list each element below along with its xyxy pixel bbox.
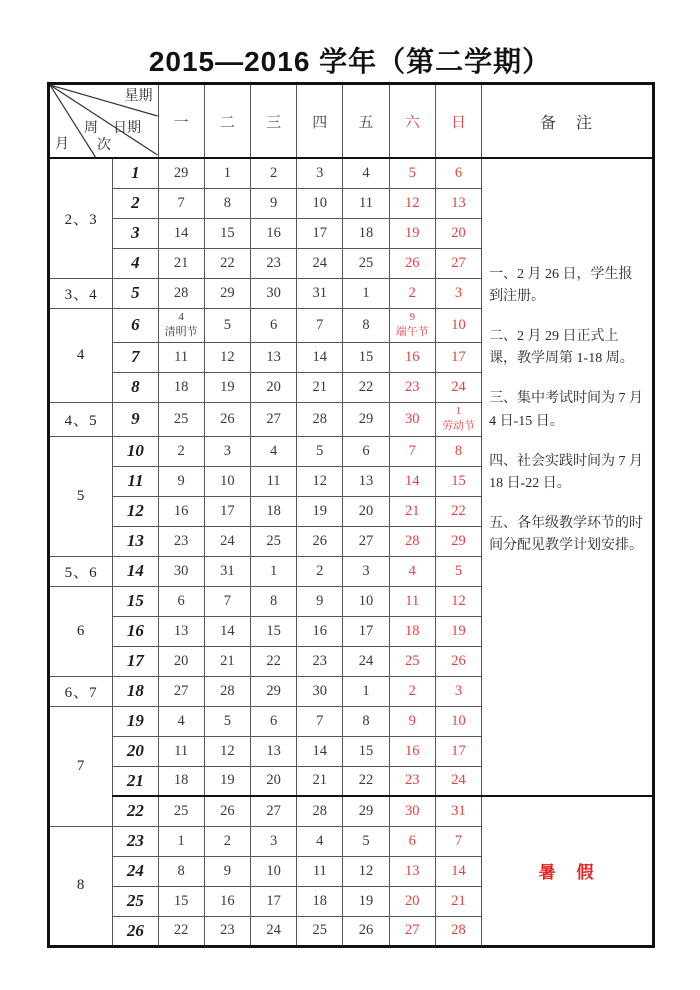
- week-number-cell: 26: [113, 916, 158, 946]
- date-cell: 24: [343, 646, 389, 676]
- week-number-cell: 3: [113, 218, 158, 248]
- date-cell: 30: [250, 278, 296, 308]
- date-cell: 7: [204, 586, 250, 616]
- remark-note-4: 四、社会实践时间为 7 月 18 日-22 日。: [489, 453, 644, 491]
- date-cell: 24: [435, 372, 481, 402]
- date-cell: 1: [250, 556, 296, 586]
- date-cell: 24: [297, 248, 343, 278]
- date-cell: 2: [250, 158, 296, 188]
- date-cell: 12: [204, 736, 250, 766]
- date-cell: 22: [158, 916, 204, 946]
- date-cell-holiday: [435, 402, 481, 436]
- date-cell: 11: [158, 736, 204, 766]
- date-cell: 16: [297, 616, 343, 646]
- date-cell: 22: [343, 372, 389, 402]
- date-cell: 4: [158, 706, 204, 736]
- remarks-header: 备 注: [482, 84, 654, 159]
- date-cell: 19: [297, 496, 343, 526]
- date-cell: 15: [158, 886, 204, 916]
- date-cell: 25: [389, 646, 435, 676]
- date-cell: 8: [343, 706, 389, 736]
- date-cell: 14: [389, 466, 435, 496]
- date-cell: 30: [158, 556, 204, 586]
- remark-note-5: 五、各年级教学环节的时间分配见教学计划安排。: [489, 515, 644, 553]
- date-cell: 13: [435, 188, 481, 218]
- week-number-cell: 13: [113, 526, 158, 556]
- date-cell: 27: [389, 916, 435, 946]
- week-number-cell: 10: [113, 436, 158, 466]
- remarks-notes-cell: [482, 158, 654, 796]
- date-cell: 6: [250, 706, 296, 736]
- date-cell: 25: [297, 916, 343, 946]
- date-cell: 15: [343, 736, 389, 766]
- date-cell: 13: [158, 616, 204, 646]
- date-cell: 21: [297, 766, 343, 796]
- date-cell: 3: [297, 158, 343, 188]
- remark-note-1: 一、2 月 26 日，学生报到注册。: [489, 267, 633, 305]
- date-cell: 17: [435, 342, 481, 372]
- date-cell-holiday: [389, 308, 435, 342]
- date-cell: 21: [297, 372, 343, 402]
- week-number-cell: 5: [113, 278, 158, 308]
- date-cell: 24: [435, 766, 481, 796]
- date-cell: 25: [158, 796, 204, 826]
- week-number-cell: 22: [113, 796, 158, 826]
- date-cell: 5: [389, 158, 435, 188]
- date-cell: 26: [343, 916, 389, 946]
- month-cell: 4、5: [49, 402, 113, 436]
- day-header-7: 日: [435, 84, 481, 159]
- week-number-cell: 19: [113, 706, 158, 736]
- date-cell: 3: [250, 826, 296, 856]
- date-cell: 26: [204, 796, 250, 826]
- remark-note-3: 三、集中考试时间为 7 月 4 日-15 日。: [489, 391, 644, 429]
- week-number-cell: 15: [113, 586, 158, 616]
- summer-vacation-cell: 暑 假: [482, 796, 654, 946]
- date-cell: 17: [297, 218, 343, 248]
- holiday-name-label: 劳动节: [441, 420, 475, 432]
- date-cell: 21: [158, 248, 204, 278]
- date-cell: 8: [158, 856, 204, 886]
- week-number-cell: 14: [113, 556, 158, 586]
- date-cell: 4: [250, 436, 296, 466]
- month-cell: 4: [49, 308, 113, 402]
- week-number-cell: 20: [113, 736, 158, 766]
- date-cell: 6: [389, 826, 435, 856]
- date-cell: 18: [343, 218, 389, 248]
- corner-label-order: 次: [97, 138, 111, 153]
- date-cell: 18: [297, 886, 343, 916]
- date-cell: 31: [435, 796, 481, 826]
- date-cell: 20: [435, 218, 481, 248]
- date-cell: 14: [158, 218, 204, 248]
- date-cell: 4: [389, 556, 435, 586]
- week-number-cell: 25: [113, 886, 158, 916]
- date-cell: 14: [204, 616, 250, 646]
- date-cell: 10: [343, 586, 389, 616]
- day-header-1: 一: [158, 84, 204, 159]
- date-cell: 13: [250, 736, 296, 766]
- date-cell: 3: [343, 556, 389, 586]
- date-cell: 2: [389, 676, 435, 706]
- date-cell: 10: [435, 706, 481, 736]
- date-cell: 15: [343, 342, 389, 372]
- month-cell: 5: [49, 436, 113, 556]
- month-cell: 6、7: [49, 676, 113, 706]
- date-cell: 25: [343, 248, 389, 278]
- week-number-cell: 18: [113, 676, 158, 706]
- date-cell: 23: [250, 248, 296, 278]
- date-cell: 5: [297, 436, 343, 466]
- week-number-cell: 6: [113, 308, 158, 342]
- date-cell: 4: [343, 158, 389, 188]
- date-cell: 23: [389, 372, 435, 402]
- date-cell: 17: [435, 736, 481, 766]
- date-cell: 1: [204, 158, 250, 188]
- date-cell: 15: [435, 466, 481, 496]
- date-cell: 10: [250, 856, 296, 886]
- date-cell: 6: [343, 436, 389, 466]
- day-header-2: 二: [204, 84, 250, 159]
- date-cell: 10: [435, 308, 481, 342]
- week-number-cell: 2: [113, 188, 158, 218]
- date-cell: 15: [204, 218, 250, 248]
- date-cell: 7: [435, 826, 481, 856]
- week-number-cell: 4: [113, 248, 158, 278]
- date-cell: 7: [158, 188, 204, 218]
- week-row-1: [49, 158, 654, 188]
- week-number-cell: 24: [113, 856, 158, 886]
- day-header-4: 四: [297, 84, 343, 159]
- academic-calendar-table: [47, 82, 655, 948]
- holiday-name-label: 清明节: [164, 326, 198, 338]
- date-cell: 22: [204, 248, 250, 278]
- corner-label-week: 周: [84, 121, 98, 136]
- date-cell: 14: [297, 736, 343, 766]
- date-cell: 17: [204, 496, 250, 526]
- date-cell: 22: [250, 646, 296, 676]
- week-number-cell: 8: [113, 372, 158, 402]
- date-cell: 7: [389, 436, 435, 466]
- date-cell: 27: [250, 402, 296, 436]
- date-cell: 5: [435, 556, 481, 586]
- date-cell: 28: [297, 402, 343, 436]
- corner-label-date: 日期: [113, 121, 141, 136]
- week-number-cell: 12: [113, 496, 158, 526]
- week-number-cell: 1: [113, 158, 158, 188]
- date-cell: 10: [297, 188, 343, 218]
- date-cell-holiday: [158, 308, 204, 342]
- date-cell: 29: [435, 526, 481, 556]
- date-cell: 29: [158, 158, 204, 188]
- date-cell: 24: [204, 526, 250, 556]
- date-cell: 23: [297, 646, 343, 676]
- date-cell: 16: [250, 218, 296, 248]
- date-cell: 23: [389, 766, 435, 796]
- date-cell: 20: [389, 886, 435, 916]
- date-cell: 4: [297, 826, 343, 856]
- date-cell: 30: [389, 796, 435, 826]
- date-cell: 26: [389, 248, 435, 278]
- date-cell: 7: [297, 308, 343, 342]
- week-number-cell: 17: [113, 646, 158, 676]
- date-cell: 3: [435, 676, 481, 706]
- date-cell: 21: [435, 886, 481, 916]
- date-cell: 1: [343, 676, 389, 706]
- date-cell: 5: [204, 308, 250, 342]
- date-cell: 22: [343, 766, 389, 796]
- holiday-date-number: 4: [178, 311, 184, 324]
- date-cell: 5: [343, 826, 389, 856]
- week-row-22: [49, 796, 654, 826]
- holiday-date-number: 9: [409, 311, 415, 324]
- date-cell: 25: [158, 402, 204, 436]
- date-cell: 25: [250, 526, 296, 556]
- date-cell: 14: [435, 856, 481, 886]
- month-cell: 7: [49, 706, 113, 826]
- date-cell: 28: [389, 526, 435, 556]
- date-cell: 2: [297, 556, 343, 586]
- date-cell: 5: [204, 706, 250, 736]
- date-cell: 21: [204, 646, 250, 676]
- date-cell: 19: [204, 372, 250, 402]
- date-cell: 12: [343, 856, 389, 886]
- corner-label-weekday: 星期: [124, 89, 153, 104]
- date-cell: 23: [158, 526, 204, 556]
- date-cell: 19: [343, 886, 389, 916]
- date-cell: 2: [389, 278, 435, 308]
- date-cell: 18: [158, 766, 204, 796]
- date-cell: 21: [389, 496, 435, 526]
- header-row: [49, 84, 654, 159]
- corner-header-cell: [49, 84, 159, 159]
- week-number-cell: 9: [113, 402, 158, 436]
- week-number-cell: 21: [113, 766, 158, 796]
- page-title: 2015—2016 学年（第二学期）: [148, 46, 552, 77]
- date-cell: 18: [389, 616, 435, 646]
- date-cell: 12: [297, 466, 343, 496]
- date-cell: 22: [435, 496, 481, 526]
- date-cell: 27: [158, 676, 204, 706]
- holiday-date-number: 1: [455, 405, 462, 418]
- date-cell: 16: [158, 496, 204, 526]
- date-cell: 27: [435, 248, 481, 278]
- date-cell: 29: [204, 278, 250, 308]
- date-cell: 3: [435, 278, 481, 308]
- date-cell: 28: [204, 676, 250, 706]
- date-cell: 9: [297, 586, 343, 616]
- date-cell: 27: [250, 796, 296, 826]
- date-cell: 12: [204, 342, 250, 372]
- date-cell: 23: [204, 916, 250, 946]
- date-cell: 12: [435, 586, 481, 616]
- date-cell: 2: [158, 436, 204, 466]
- date-cell: 3: [204, 436, 250, 466]
- week-number-cell: 7: [113, 342, 158, 372]
- date-cell: 8: [204, 188, 250, 218]
- date-cell: 9: [250, 188, 296, 218]
- date-cell: 16: [389, 342, 435, 372]
- holiday-name-label: 端午节: [395, 326, 429, 338]
- date-cell: 19: [389, 218, 435, 248]
- date-cell: 1: [158, 826, 204, 856]
- day-header-5: 五: [343, 84, 389, 159]
- date-cell: 12: [389, 188, 435, 218]
- date-cell: 29: [250, 676, 296, 706]
- date-cell: 8: [343, 308, 389, 342]
- date-cell: 11: [158, 342, 204, 372]
- month-cell: 8: [49, 826, 113, 946]
- date-cell: 15: [250, 616, 296, 646]
- week-number-cell: 11: [113, 466, 158, 496]
- date-cell: 11: [343, 188, 389, 218]
- date-cell: 20: [343, 496, 389, 526]
- date-cell: 26: [297, 526, 343, 556]
- date-cell: 20: [250, 766, 296, 796]
- month-cell: 6: [49, 586, 113, 676]
- date-cell: 16: [389, 736, 435, 766]
- date-cell: 31: [204, 556, 250, 586]
- date-cell: 28: [297, 796, 343, 826]
- date-cell: 26: [435, 646, 481, 676]
- date-cell: 11: [250, 466, 296, 496]
- date-cell: 30: [297, 676, 343, 706]
- day-header-3: 三: [250, 84, 296, 159]
- corner-label-month: 月: [55, 137, 69, 152]
- date-cell: 18: [250, 496, 296, 526]
- date-cell: 14: [297, 342, 343, 372]
- week-number-cell: 16: [113, 616, 158, 646]
- date-cell: 13: [250, 342, 296, 372]
- date-cell: 19: [435, 616, 481, 646]
- date-cell: 27: [343, 526, 389, 556]
- remark-note-2: 二、2 月 29 日正式上课，教学周第 1-18 周。: [489, 329, 634, 367]
- date-cell: 13: [343, 466, 389, 496]
- date-cell: 30: [389, 402, 435, 436]
- date-cell: 9: [158, 466, 204, 496]
- date-cell: 6: [158, 586, 204, 616]
- date-cell: 20: [158, 646, 204, 676]
- date-cell: 31: [297, 278, 343, 308]
- date-cell: 18: [158, 372, 204, 402]
- date-cell: 28: [158, 278, 204, 308]
- day-header-6: 六: [389, 84, 435, 159]
- week-number-cell: 23: [113, 826, 158, 856]
- month-cell: 3、4: [49, 278, 113, 308]
- date-cell: 13: [389, 856, 435, 886]
- date-cell: 24: [250, 916, 296, 946]
- date-cell: 10: [204, 466, 250, 496]
- date-cell: 1: [343, 278, 389, 308]
- date-cell: 29: [343, 402, 389, 436]
- date-cell: 20: [250, 372, 296, 402]
- date-cell: 17: [343, 616, 389, 646]
- date-cell: 11: [297, 856, 343, 886]
- date-cell: 16: [204, 886, 250, 916]
- date-cell: 11: [389, 586, 435, 616]
- date-cell: 6: [435, 158, 481, 188]
- date-cell: 29: [343, 796, 389, 826]
- date-cell: 28: [435, 916, 481, 946]
- month-cell: 5、6: [49, 556, 113, 586]
- date-cell: 6: [250, 308, 296, 342]
- month-cell: 2、3: [49, 158, 113, 278]
- date-cell: 9: [389, 706, 435, 736]
- date-cell: 7: [297, 706, 343, 736]
- date-cell: 8: [250, 586, 296, 616]
- date-cell: 2: [204, 826, 250, 856]
- date-cell: 26: [204, 402, 250, 436]
- date-cell: 17: [250, 886, 296, 916]
- date-cell: 19: [204, 766, 250, 796]
- date-cell: 8: [435, 436, 481, 466]
- date-cell: 9: [204, 856, 250, 886]
